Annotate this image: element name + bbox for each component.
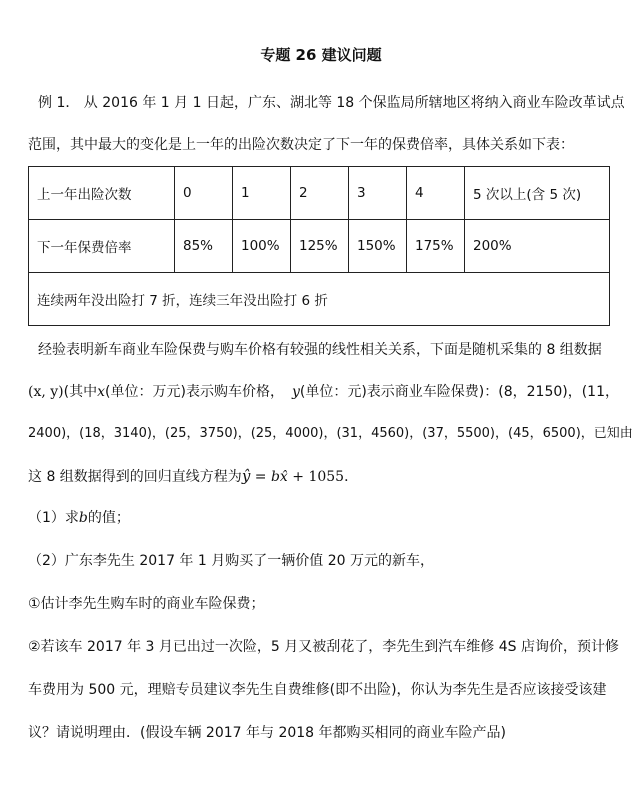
- table-cell: 175%: [407, 220, 465, 273]
- table-cell: 1: [233, 167, 291, 220]
- table-cell: 200%: [465, 220, 610, 273]
- table-row-discount: [29, 273, 610, 326]
- regression-yhat: ŷ: [241, 467, 251, 485]
- table-cell: 85%: [175, 220, 233, 273]
- table-cell: 上一年出险次数: [29, 167, 175, 220]
- page-title: 专题 26 建议问题: [260, 46, 382, 64]
- table-cell: 2: [291, 167, 349, 220]
- table-cell: 150%: [349, 220, 407, 273]
- var-y: y: [291, 384, 300, 400]
- var-b: b: [78, 510, 88, 526]
- table-cell: 0: [175, 167, 233, 220]
- body-line-1: 经验表明新车商业车险保费与购车价格有较强的线性相关关系，下面是随机采集的 8 组数据: [38, 342, 602, 358]
- regression-constant: + 1055: [287, 469, 345, 485]
- text-segment: (单位：元)表示商业车险保费)：(8，2150)，(11，: [299, 384, 619, 400]
- question-2-part-2-line-3: 议？请说明理由．(假设车辆 2017 年与 2018 年都购买相同的商业车险产品): [28, 725, 506, 741]
- question-2-part-2-line-2: 车费用为 500 元，理赔专员建议李先生自费维修(即不出险)，你认为李先生是否应该接受该建: [28, 682, 607, 698]
- table-cell: 125%: [291, 220, 349, 273]
- text-segment: (其中: [63, 384, 98, 400]
- regression-xhat: x̂: [279, 469, 288, 485]
- text-segment: 这 8 组数据得到的回归直线方程为: [28, 469, 242, 485]
- intro-line-2: 范围，其中最大的变化是上一年的出险次数决定了下一年的保费倍率，具体关系如下表：: [28, 137, 574, 153]
- intro-line-1: 例 1． 从 2016 年 1 月 1 日起，广东、湖北等 18 个保监局所辖地区将纳入商业车险改革试点: [38, 95, 625, 111]
- body-line-2: [28, 382, 619, 402]
- body-line-4: [28, 466, 358, 487]
- text-segment: (单位：万元)表示购车价格，: [105, 384, 284, 400]
- xy-pair: (x, y): [28, 384, 64, 400]
- table-cell: 3: [349, 167, 407, 220]
- text-segment: ．: [344, 469, 359, 485]
- table-cell: 下一年保费倍率: [29, 220, 175, 273]
- table-row-claims: [29, 167, 610, 220]
- text-segment: 的值；: [87, 510, 130, 526]
- var-x: x: [97, 384, 106, 400]
- table-cell: 100%: [233, 220, 291, 273]
- question-2-part-1: ①估计李先生购车时的商业车险保费；: [28, 596, 265, 612]
- question-2: （2）广东李先生 2017 年 1 月购买了一辆价值 20 万元的新车，: [28, 553, 434, 569]
- text-segment: （1）求: [28, 510, 79, 526]
- question-2-part-2-line-1: ②若该车 2017 年 3 月已出过一次险，5 月又被刮花了，李先生到汽车维修 4S 店询价，预计修: [28, 639, 619, 655]
- table-cell: 4: [407, 167, 465, 220]
- question-1: [28, 508, 130, 528]
- table-cell-discount: 连续两年没出险打 7 折，连续三年没出险打 6 折: [29, 273, 610, 326]
- regression-b: b: [270, 469, 280, 485]
- body-line-3: 2400)，(18，3140)，(25，3750)，(25，4000)，(31，4560)，(37，5500)，(45，6500)，已知由: [28, 426, 633, 441]
- table-cell: 5 次以上(含 5 次): [465, 167, 610, 220]
- premium-rate-table: [28, 166, 610, 326]
- regression-equals: =: [250, 469, 271, 485]
- table-row-rates: [29, 220, 610, 273]
